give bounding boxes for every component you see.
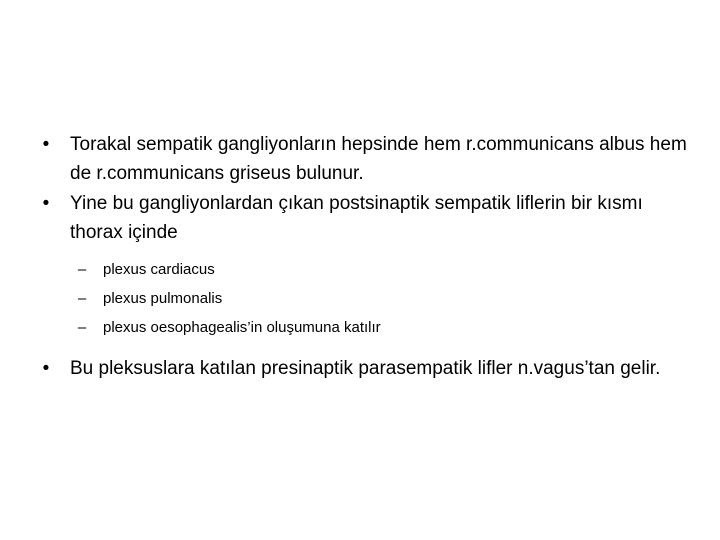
dash-marker: – [77,261,87,278]
bullet-text: Yine bu gangliyonlardan çıkan postsinaptik sempatik liflerin bir kısmı thorax içinde [70,193,643,243]
bullet-item [36,130,696,188]
sub-list-item [36,313,696,342]
sub-list [36,255,696,342]
bullet-marker: • [42,193,50,214]
bullet-text: Bu pleksuslara katılan presinaptik parasempatik lifler n.vagus’tan gelir. [70,358,661,379]
sub-list-item [36,255,696,284]
bullet-marker: • [42,134,50,155]
sub-list-item [36,284,696,313]
sub-item-text: plexus pulmonalis [103,290,223,307]
bullet-item [36,189,696,247]
sub-item-text: plexus oesophagealis’in oluşumuna katılır [103,319,381,336]
dash-marker: – [77,290,87,307]
sub-item-text: plexus cardiacus [103,261,215,278]
bullet-text: Torakal sempatik gangliyonların hepsinde hem r.communicans albus hem de r.communicans griseus bulunur. [70,134,687,184]
slide-body [36,130,696,383]
dash-marker: – [77,319,87,336]
bullet-marker: • [42,358,50,379]
bullet-item [36,354,696,383]
